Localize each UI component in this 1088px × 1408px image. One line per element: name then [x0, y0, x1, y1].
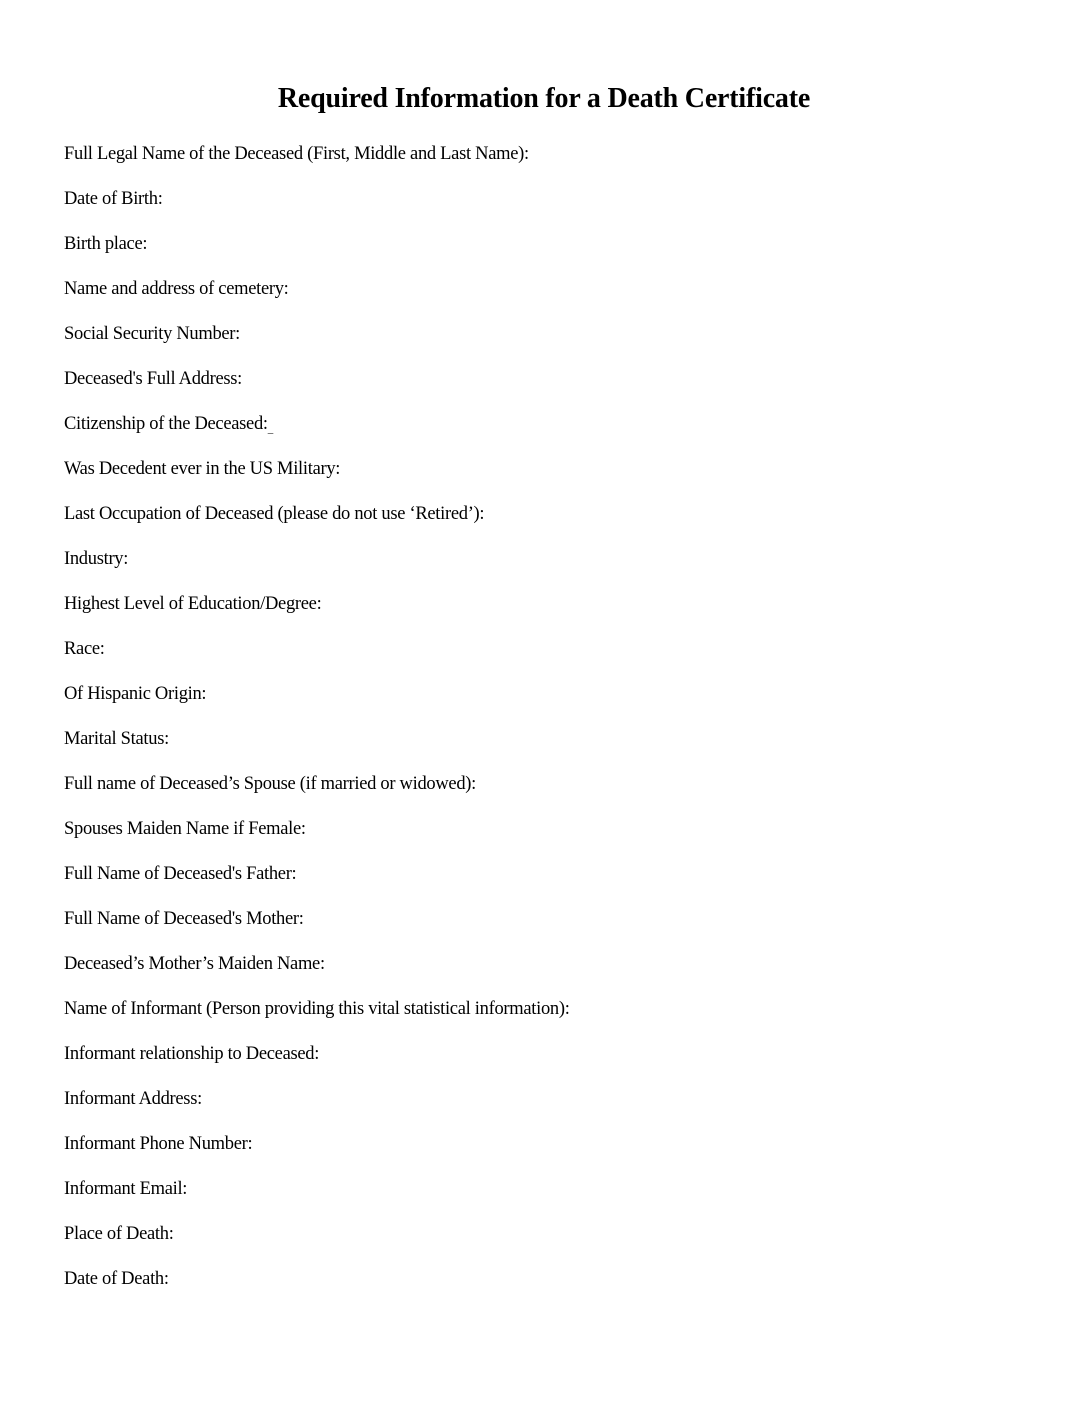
- document-title: Required Information for a Death Certificate: [277, 82, 811, 114]
- field-hispanic-origin: [64, 681, 570, 726]
- field-informant-name: [64, 996, 570, 1041]
- field-mother-name: [64, 906, 570, 951]
- field-spouse-maiden-name: [64, 816, 570, 861]
- field-label: Was Decedent ever in the US Military:: [64, 459, 341, 479]
- field-father-name: [64, 861, 570, 906]
- field-label: Social Security Number:: [64, 324, 241, 344]
- field-label: Date of Death:: [64, 1269, 169, 1289]
- field-label: Informant Address:: [64, 1089, 202, 1109]
- field-military: [64, 456, 570, 501]
- field-informant-email: [64, 1176, 570, 1221]
- field-value[interactable]: _: [267, 423, 273, 435]
- field-marital-status: [64, 726, 570, 771]
- field-industry: [64, 546, 570, 591]
- field-date-of-death: [64, 1266, 570, 1311]
- field-label: Informant relationship to Deceased:: [64, 1044, 320, 1064]
- field-label: Deceased's Full Address:: [64, 369, 243, 389]
- field-spouse-name: [64, 771, 570, 816]
- field-label: Name of Informant (Person providing this vital statistical information):: [64, 999, 570, 1019]
- field-label: Citizenship of the Deceased:: [64, 414, 268, 434]
- field-label: Industry:: [64, 549, 129, 569]
- field-label: Deceased’s Mother’s Maiden Name:: [64, 954, 325, 974]
- field-mother-maiden-name: [64, 951, 570, 996]
- field-birth-place: [64, 231, 570, 276]
- field-citizenship: [64, 411, 570, 456]
- field-label: Full name of Deceased’s Spouse (if married or widowed):: [64, 774, 476, 794]
- field-label: Highest Level of Education/Degree:: [64, 594, 322, 614]
- field-label: Of Hispanic Origin:: [64, 684, 207, 704]
- field-cemetery: [64, 276, 570, 321]
- field-race: [64, 636, 570, 681]
- field-label: Race:: [64, 639, 105, 659]
- field-label: Marital Status:: [64, 729, 169, 749]
- field-full-legal-name: [64, 141, 570, 186]
- field-label: Birth place:: [64, 234, 148, 254]
- field-label: Informant Phone Number:: [64, 1134, 253, 1154]
- field-label: Last Occupation of Deceased (please do not use ‘Retired’):: [64, 504, 485, 524]
- field-list: [64, 141, 570, 1311]
- field-label: Spouses Maiden Name if Female:: [64, 819, 306, 839]
- field-label: Informant Email:: [64, 1179, 188, 1199]
- field-label: Name and address of cemetery:: [64, 279, 289, 299]
- field-date-of-birth: [64, 186, 570, 231]
- field-label: Full Name of Deceased's Father:: [64, 864, 297, 884]
- field-label: Date of Birth:: [64, 189, 163, 209]
- field-education: [64, 591, 570, 636]
- field-label: Place of Death:: [64, 1224, 174, 1244]
- field-place-of-death: [64, 1221, 570, 1266]
- field-label: Full Name of Deceased's Mother:: [64, 909, 304, 929]
- field-deceased-address: [64, 366, 570, 411]
- field-informant-relationship: [64, 1041, 570, 1086]
- field-last-occupation: [64, 501, 570, 546]
- field-ssn: [64, 321, 570, 366]
- field-informant-address: [64, 1086, 570, 1131]
- field-label: Full Legal Name of the Deceased (First, Middle and Last Name):: [64, 144, 529, 164]
- field-informant-phone: [64, 1131, 570, 1176]
